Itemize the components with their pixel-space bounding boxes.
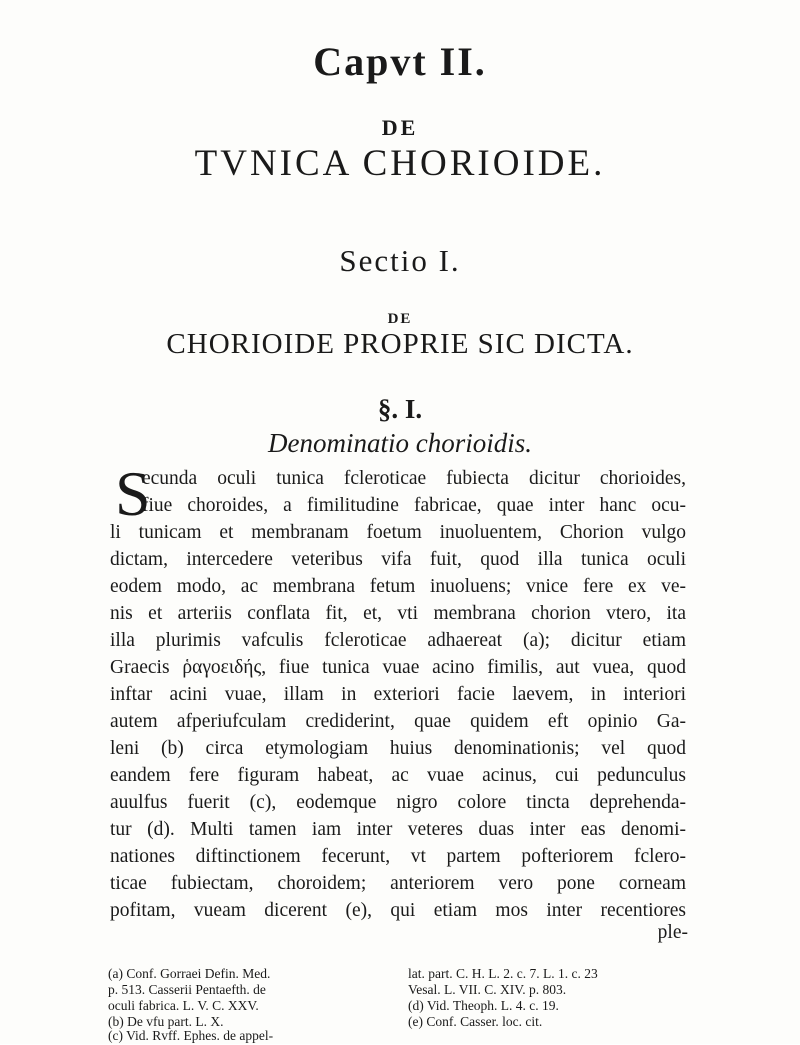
body-line: dictam, intercedere veteribus vifa fuit, quod illa tunica oculi bbox=[110, 549, 686, 570]
body-line: illa plurimis vafculis fcleroticae adhaereat (a); dicitur etiam bbox=[110, 630, 686, 651]
chapter-subject: TVNICA CHORIOIDE. bbox=[194, 143, 606, 184]
body-line: fiue choroides, a fimilitudine fabricae, quae inter hanc ocu- bbox=[142, 495, 686, 516]
body-line: nis et arteriis conflata fit, et, vti membrana chorion vtero, ita bbox=[110, 603, 686, 624]
catchword: ple- bbox=[657, 922, 688, 943]
body-line: eodem modo, ac membrana fetum inuoluens; vnice fere ex ve- bbox=[110, 576, 686, 597]
body-line: autem afperiufculam crediderint, quae quidem eft opinio Ga- bbox=[110, 711, 686, 732]
body-line: ticae fubiectam, choroidem; anteriorem vero pone corneam bbox=[110, 873, 686, 894]
body-line: Graecis ῥαγοειδής, fiue tunica vuae acino fimilis, aut vuea, quod bbox=[110, 657, 686, 678]
footnote-line: p. 513. Casserii Pentaefth. de bbox=[108, 982, 266, 997]
body-line: tur (d). Multi tamen iam inter veteres duas inter eas denomi- bbox=[110, 819, 686, 840]
section-de: DE bbox=[387, 311, 413, 327]
body-line: auulfus fuerit (c), eodemque nigro colore tincta deprehenda- bbox=[110, 792, 686, 813]
section-title: Sectio I. bbox=[339, 243, 461, 278]
footnote-line: (d) Vid. Theoph. L. 4. c. 19. bbox=[408, 998, 559, 1013]
body-line: leni (b) circa etymologiam huius denominationis; vel quod bbox=[110, 738, 686, 759]
footnote-line: lat. part. C. H. L. 2. c. 7. L. 1. c. 23 bbox=[408, 966, 598, 981]
section-subject: CHORIOIDE PROPRIE SIC DICTA. bbox=[166, 328, 634, 360]
body-line: inftar acini vuae, illam in exteriori facie laevem, in interiori bbox=[110, 684, 686, 705]
body-line: li tunicam et membranam foetum inuoluentem, Chorion vulgo bbox=[110, 522, 686, 543]
paragraph-number: §. I. bbox=[377, 394, 423, 424]
footnote-line: (a) Conf. Gorraei Defin. Med. bbox=[108, 966, 271, 981]
body-line: eandem fere figuram habeat, ac vuae acinus, cui pedunculus bbox=[110, 765, 686, 786]
chapter-title: Capvt II. bbox=[313, 39, 487, 84]
footnote-line: (b) De vfu part. L. X. bbox=[108, 1014, 224, 1029]
body-line: nationes diftinctionem fecerunt, vt partem pofteriorem fclero- bbox=[110, 846, 686, 867]
footnote-line: oculi fabrica. L. V. C. XXV. bbox=[108, 998, 259, 1013]
footnote-line: Vesal. L. VII. C. XIV. p. 803. bbox=[408, 982, 567, 997]
paragraph-heading: Denominatio chorioidis. bbox=[268, 428, 532, 458]
body-line: ecunda oculi tunica fcleroticae fubiecta dicitur chorioides, bbox=[142, 468, 686, 489]
footnote-line: (c) Vid. Rvff. Ephes. de appel- bbox=[108, 1028, 274, 1043]
chapter-de: DE bbox=[381, 115, 419, 140]
drop-capital: S bbox=[115, 458, 151, 529]
body-line: pofitam, vueam dicerent (e), qui etiam mos inter recentiores bbox=[110, 900, 686, 921]
footnote-line: (e) Conf. Casser. loc. cit. bbox=[408, 1014, 543, 1029]
